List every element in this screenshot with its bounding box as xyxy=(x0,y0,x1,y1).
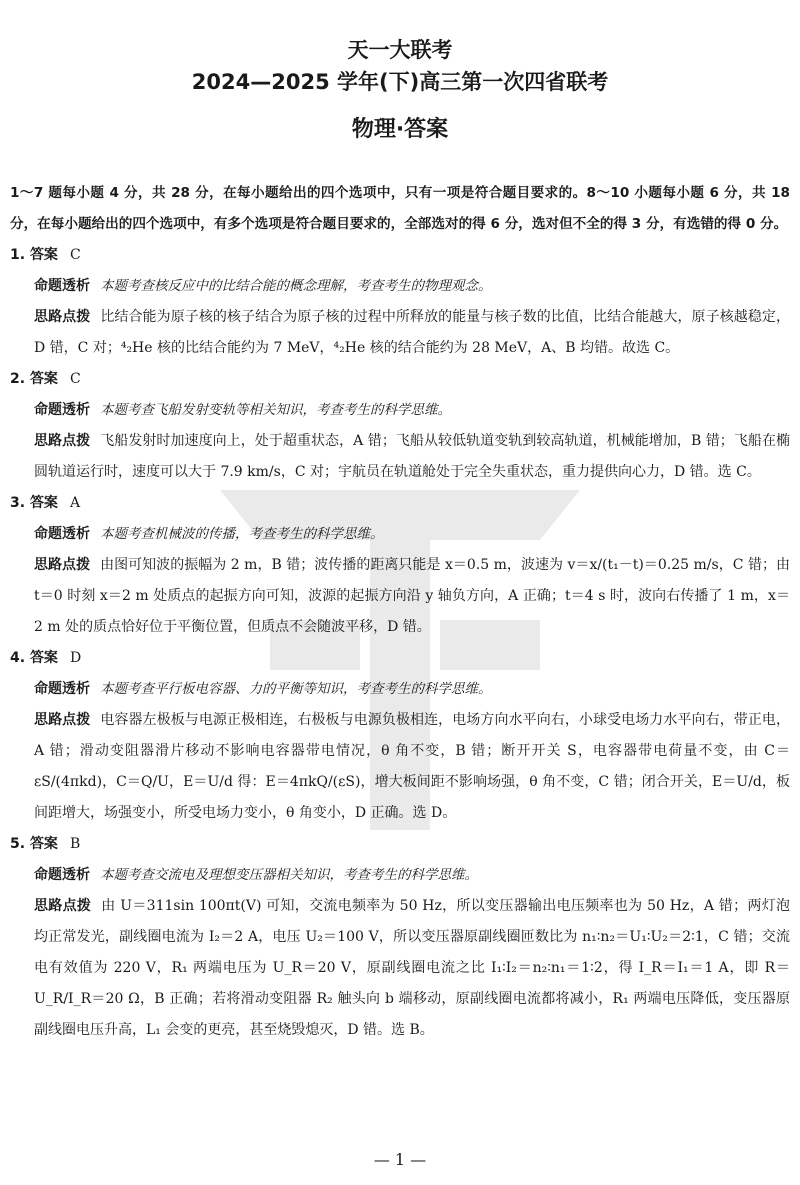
answer-value: A xyxy=(69,495,81,511)
silu-text: 飞船发射时加速度向上，处于超重状态，A 错；飞船从较低轨道变轨到较高轨道，机械能增加，B 错；飞船在椭圆轨道运行时，速度可以大于 7.9 km/s，C 对；宇航员在轨道舱处于完全失重状态，重力提供向心力，D 错。选 C。 xyxy=(34,433,791,480)
touxi-text: 本题考查平行板电容器、力的平衡等知识，考查考生的科学思维。 xyxy=(100,681,492,697)
touxi-text: 本题考查交流电及理想变压器相关知识，考查考生的科学思维。 xyxy=(100,867,478,883)
question-block xyxy=(10,643,790,829)
answer-value: D xyxy=(69,650,82,666)
silu-text: 由图可知波的振幅为 2 m，B 错；波传播的距离只能是 x＝0.5 m，波速为 v＝x/(t₁－t)＝0.25 m/s，C 错；由 t＝0 时刻 x＝2 m 处质点的起振方向可知，波源的起振方向沿 y 轴负方向，A 正确；t＝4 s 时，波向右传播了 1 m，x＝2 m 处的质点恰好位于平衡位置，但质点不会随波平移，D 错。 xyxy=(34,557,790,635)
answer-value: C xyxy=(69,247,81,263)
silu-row xyxy=(10,302,790,364)
scoring-intro: 1～7 题每小题 4 分，共 28 分，在每小题给出的四个选项中，只有一项是符合题目要求的。8～10 小题每小题 6 分，共 18 分，在每小题给出的四个选项中，有多个选项是符合题目要求的，全部选对的得 6 分，选对但不全的得 3 分，有选错的得 0 分。 xyxy=(10,185,790,232)
answer-content xyxy=(10,178,790,1046)
question-block xyxy=(10,488,790,643)
answer-label: 答案 xyxy=(29,371,58,387)
subject-title: 物理·答案 xyxy=(351,117,449,142)
touxi-label: 命题透析 xyxy=(34,278,90,294)
answer-label: 答案 xyxy=(29,247,58,263)
page-header xyxy=(0,0,800,146)
question-number: 1. xyxy=(10,247,26,263)
question-block xyxy=(10,829,790,1046)
exam-title: 2024—2025 学年(下)高三第一次四省联考 xyxy=(191,70,609,94)
touxi-row xyxy=(10,519,790,550)
answer-line xyxy=(10,643,790,674)
answer-line xyxy=(10,240,790,271)
touxi-text: 本题考查核反应中的比结合能的概念理解，考查考生的物理观念。 xyxy=(100,278,492,294)
touxi-label: 命题透析 xyxy=(34,526,90,542)
answer-value: B xyxy=(69,836,81,852)
silu-label: 思路点拨 xyxy=(34,557,91,573)
silu-row xyxy=(10,891,790,1046)
question-number: 3. xyxy=(10,495,26,511)
page-number: — 1 — xyxy=(373,1150,427,1169)
silu-label: 思路点拨 xyxy=(34,712,91,728)
answer-label: 答案 xyxy=(29,650,58,666)
touxi-row xyxy=(10,271,790,302)
exam-org-title: 天一大联考 xyxy=(347,38,453,62)
touxi-row xyxy=(10,674,790,705)
question-number: 5. xyxy=(10,836,26,852)
silu-text: 由 U＝311sin 100πt(V) 可知，交流电频率为 50 Hz，所以变压器输出电压频率也为 50 Hz，A 错；两灯泡均正常发光，副线圈电流为 I₂＝2 A，电压 U₂＝100 V，所以变压器原副线圈匝数比为 n₁∶n₂＝U₁∶U₂＝2∶1，C 错；交流电有效值为 220 V，R₁ 两端电压为 U_R＝20 V，原副线圈电流之比 I₁∶I₂＝n₂∶n₁＝1∶2，得 I_R＝I₁＝1 A，即 R＝U_R/I_R＝20 Ω，B 正确；若将滑动变阻器 R₂ 触头向 b 端移动，原副线圈电流都将减小，R₁ 两端电压降低，变压器原副线圈电压升高，L₁ 会变的更亮，甚至烧毁熄灭，D 错。选 B。 xyxy=(34,898,790,1038)
answer-label: 答案 xyxy=(29,836,58,852)
touxi-label: 命题透析 xyxy=(34,681,90,697)
touxi-label: 命题透析 xyxy=(34,867,90,883)
silu-row xyxy=(10,705,790,829)
silu-text: 电容器左极板与电源正极相连，右极板与电源负极相连，电场方向水平向右，小球受电场力水平向右，带正电，A 错；滑动变阻器滑片移动不影响电容器带电情况，θ 角不变，B 错；断开开关 S，电容器带电荷量不变，由 C＝εS/(4πkd)，C＝Q/U，E＝U/d 得：E＝4πkQ/(εS)，增大板间距不影响场强，θ 角不变，C 错；闭合开关，E＝U/d，板间距增大，场强变小，所受电场力变小，θ 角变小，D 正确。选 D。 xyxy=(34,712,791,821)
silu-text: 比结合能为原子核的核子结合为原子核的过程中所释放的能量与核子数的比值，比结合能越大，原子核越稳定，D 错，C 对；⁴₂He 核的比结合能约为 7 MeV，⁴₂He 核的结合能约为 28 MeV，A、B 均错。故选 C。 xyxy=(34,309,791,356)
answer-line xyxy=(10,364,790,395)
touxi-label: 命题透析 xyxy=(34,402,90,418)
touxi-row xyxy=(10,860,790,891)
question-number: 2. xyxy=(10,371,26,387)
answer-line xyxy=(10,488,790,519)
question-block xyxy=(10,240,790,364)
answer-line xyxy=(10,829,790,860)
silu-label: 思路点拨 xyxy=(34,898,92,914)
touxi-text: 本题考查机械波的传播，考查考生的科学思维。 xyxy=(100,526,384,542)
touxi-text: 本题考查飞船发射变轨等相关知识，考查考生的科学思维。 xyxy=(100,402,451,418)
silu-row xyxy=(10,426,790,488)
touxi-row xyxy=(10,395,790,426)
silu-label: 思路点拨 xyxy=(34,433,91,449)
question-list xyxy=(10,240,790,1046)
question-number: 4. xyxy=(10,650,26,666)
silu-row xyxy=(10,550,790,643)
question-block xyxy=(10,364,790,488)
answer-value: C xyxy=(69,371,81,387)
answer-label: 答案 xyxy=(29,495,58,511)
silu-label: 思路点拨 xyxy=(34,309,91,325)
